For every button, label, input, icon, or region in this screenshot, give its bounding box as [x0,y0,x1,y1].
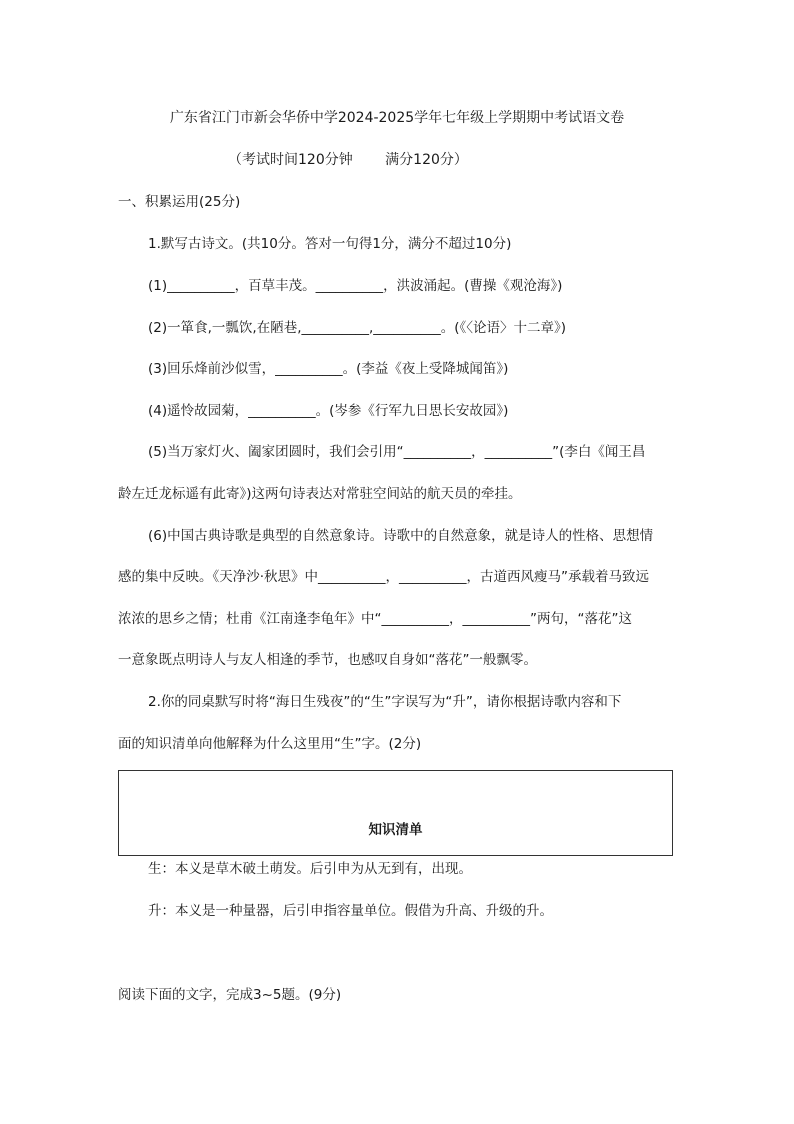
question-1-item-6-line-2: 感的集中反映。《天净沙·秋思》中__________，__________，古道西风瘦马”承载着马致远 [118,569,650,585]
exam-subtitle: （考试时间120分钟 满分120分） [228,152,468,168]
question-1-item-5-line-1: (5)当万家灯火、阖家团圆时，我们会引用“__________，__________”(李白《闻王昌 [148,444,646,460]
question-1-item-1: (1)__________，百草丰茂。__________，洪波涌起。(曹操《观沧海》) [148,278,563,294]
question-1-item-6-line-1: (6)中国古典诗歌是典型的自然意象诗。诗歌中的自然意象，就是诗人的性格、思想情 [148,528,654,544]
question-1-item-4: (4)遥怜故园菊，__________。(岑参《行军九日思长安故园》) [148,403,509,419]
knowledge-entry-sheng-measure: 升：本义是一种量器，后引申指容量单位。假借为升高、升级的升。 [148,903,553,919]
question-1-item-6-line-4: 一意象既点明诗人与友人相逢的季节，也感叹自身如“落花”一般飘零。 [118,652,537,668]
section-heading: 一、积累运用(25分) [118,194,241,210]
question-2-line-1: 2.你的同桌默写时将“海日生残夜”的“生”字误写为“升”，请你根据诗歌内容和下 [148,694,622,710]
question-1-stem: 1.默写古诗文。(共10分。答对一句得1分，满分不超过10分) [148,236,512,252]
question-1-item-5-line-2: 龄左迁龙标遥有此寄》)这两句诗表达对常驻空间站的航天员的牵挂。 [118,486,522,502]
knowledge-list-title: 知识清单 [368,822,423,838]
question-1-item-3: (3)回乐烽前沙似雪，__________。(李益《夜上受降城闻笛》) [148,361,509,377]
question-1-item-2: (2)一箪食,一瓢饮,在陋巷,__________,__________。(《〈论语〉十二章》) [148,320,567,336]
reading-intro: 阅读下面的文字，完成3~5题。(9分) [118,987,342,1003]
exam-title: 广东省江门市新会华侨中学2024-2025学年七年级上学期期中考试语文卷 [169,110,625,126]
knowledge-list-box [118,770,673,856]
question-2-line-2: 面的知识清单向他解释为什么这里用“生”字。(2分) [118,736,422,752]
knowledge-entry-sheng: 生：本义是草木破土萌发。后引申为从无到有，出现。 [148,861,472,877]
question-1-item-6-line-3: 浓浓的思乡之情；杜甫《江南逢李龟年》中“__________，__________”两句，“落花”这 [118,611,632,627]
